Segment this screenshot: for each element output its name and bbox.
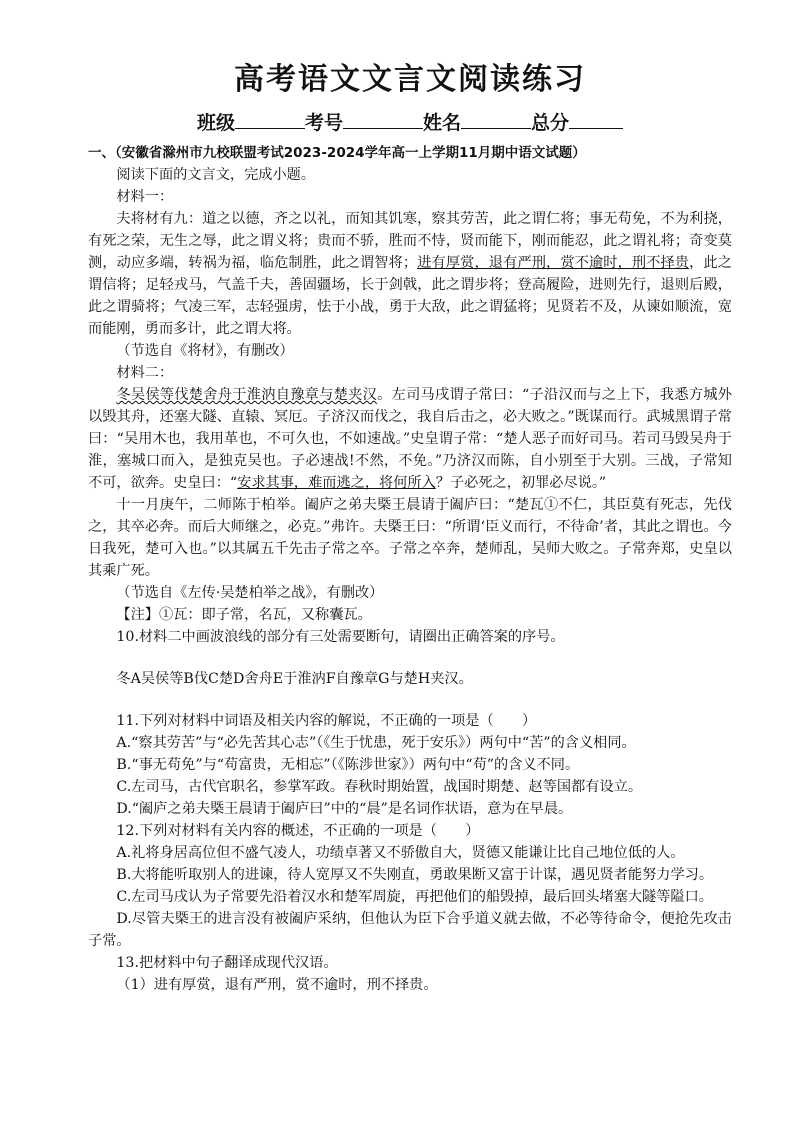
material-1-text (88, 208, 732, 340)
instruction: 阅读下面的文言文，完成小题。 (116, 167, 316, 183)
class-blank[interactable] (235, 110, 305, 129)
spacer (88, 648, 732, 668)
material-2-p1a: 。左司马戌谓子常曰：“子沿汉而与之上下，我悉方城外以毁其舟，还塞大隧、直辕、冥厄。子济汉而伐之，我自后击之，必大败之。”既谋而行。武城黑谓子常曰：“吴用木也，我用革也，不可久也，不如速战。”史皇谓子常：“楚人恶子而好司马。若司马毁吴舟于淮，塞城口而入，是独克吴也。子必速战!不然，不免。”乃济汉而陈，自小别至于大别。三战，子常知不可，欲奔。史皇曰：“ (88, 387, 732, 491)
spacer (88, 690, 732, 710)
question-11-option-d: D.“阖庐之弟夫槩王晨请于阖庐曰”中的“晨”是名词作状语，意为在早晨。 (116, 801, 573, 817)
material-2-label: 材料二： (116, 365, 174, 381)
material-1-label: 材料一： (116, 189, 174, 205)
student-info-line (88, 110, 732, 136)
exam-no-blank[interactable] (343, 110, 423, 129)
question-10: 10.材料二中画波浪线的部分有三处需要断句，请圈出正确答案的序号。 (116, 629, 565, 645)
material-1-pre: 夫将材有九：道之以德，齐之以礼，而知其饥寒，察其劳苦，此之谓仁将；事无苟免，不为利挠，有死之荣，无生之辱，此之谓义将；贵而不骄，胜而不恃，贤而能下，刚而能忍，此之谓礼将；奇变莫测，动应多端，转祸为福，临危制胜，此之谓智将； (88, 211, 732, 271)
exam-no-label: 考号 (304, 112, 343, 134)
question-10-options: 冬A吴侯等B伐C楚D舍舟E于淮汭F自豫章G与楚H夹汉。 (116, 671, 473, 687)
material-2-underlined: 安求其事，难而逃之，将何所入 (237, 475, 436, 491)
annotation-note: 【注】①瓦：即子常，名瓦，又称囊瓦。 (116, 607, 372, 623)
name-label: 姓名 (423, 112, 462, 134)
material-1-post: ，此之谓信将；足轻戎马，气盖千夫，善固疆场，长于剑戟，此之谓步将；登高履险，进则先行，退则后殿，此之谓骑将；气凌三军，志轻强虏，怯于小战，勇于大敌，此之谓猛将；见贤若不及，从谏如顺流，宽而能刚，勇而多计，此之谓大将。 (88, 255, 732, 337)
question-11-option-c: C.左司马，古代官职名，参掌军政。春秋时期始置，战国时期楚、赵等国都有设立。 (116, 779, 643, 795)
material-2-paragraph-2: 十一月庚午，二师陈于柏举。阖庐之弟夫槩王晨请于阖庐曰：“楚瓦①不仁，其臣莫有死志，先伐之，其卒必奔。而后大师继之，必克。”弗许。夫槩王曰：“所谓‘臣义而行，不待命’者，其此之谓也。今日我死，楚可入也。”以其属五千先击子常之卒。子常之卒奔，楚师乱，吴师大败之。子常奔郑，史皇以其乘广死。 (88, 497, 732, 579)
score-label: 总分 (531, 112, 570, 134)
section-heading: 一、（安徽省滁州市九校联盟考试2023-2024学年高一上学期11月期中语文试题） (88, 145, 586, 161)
material-2-p1b: ？子必死之，初罪必尽说。” (435, 475, 607, 491)
question-11: 11.下列对材料中词语及相关内容的解说，不正确的一项是（ ） (116, 713, 537, 729)
question-12-option-c: C.左司马戌认为子常要先沿着汉水和楚军周旋，再把他们的船毁掉，最后回头堵塞大隧等隘口。 (116, 889, 713, 905)
question-12: 12.下列对材料有关内容的概述，不正确的一项是（ ） (116, 823, 480, 839)
worksheet-page (88, 60, 732, 996)
name-blank[interactable] (461, 110, 531, 129)
question-12-option-d: D.尽管夫槩王的进言没有被阖庐采纳，但他认为臣下合乎道义就去做，不必等待命令，便抢先攻击子常。 (88, 911, 732, 949)
question-12-option-b: B.大将能听取别人的进谏，待人宽厚又不失刚直，勇敢果断又富于计谋，遇见贤者能努力学习。 (116, 867, 714, 883)
material-1-underlined: 进有厚赏，退有严刑，赏不逾时，刑不择贵 (417, 255, 690, 271)
question-11-option-a: A.“察其劳苦”与“必先苦其心志”（《生于忧患，死于安乐》）两句中“苦”的含义相同。 (116, 735, 636, 751)
material-2-paragraph-1 (88, 384, 732, 494)
question-12-option-a: A.礼将身居高位但不盛气凌人，功绩卓著又不骄傲自大，贤德又能谦让比自己地位低的人。 (116, 845, 685, 861)
page-title: 高考语文文言文阅读练习 (234, 62, 586, 97)
class-label: 班级 (196, 112, 235, 134)
score-blank[interactable] (569, 110, 623, 129)
material-2-source: （节选自《左传·吴楚柏举之战》，有删改） (116, 585, 384, 601)
question-13-item-1: （1）进有厚赏，退有严刑，赏不逾时，刑不择贵。 (116, 977, 438, 993)
question-13: 13.把材料中句子翻译成现代汉语。 (116, 955, 338, 971)
material-1-source: （节选自《将材》，有删改） (116, 343, 294, 359)
question-11-option-b: B.“事无苟免”与“苟富贵，无相忘”（《陈涉世家》）两句中“苟”的含义不同。 (116, 757, 580, 773)
material-2-wavy: 冬吴侯等伐楚舍舟于淮汭自豫章与楚夹汉 (116, 387, 378, 403)
